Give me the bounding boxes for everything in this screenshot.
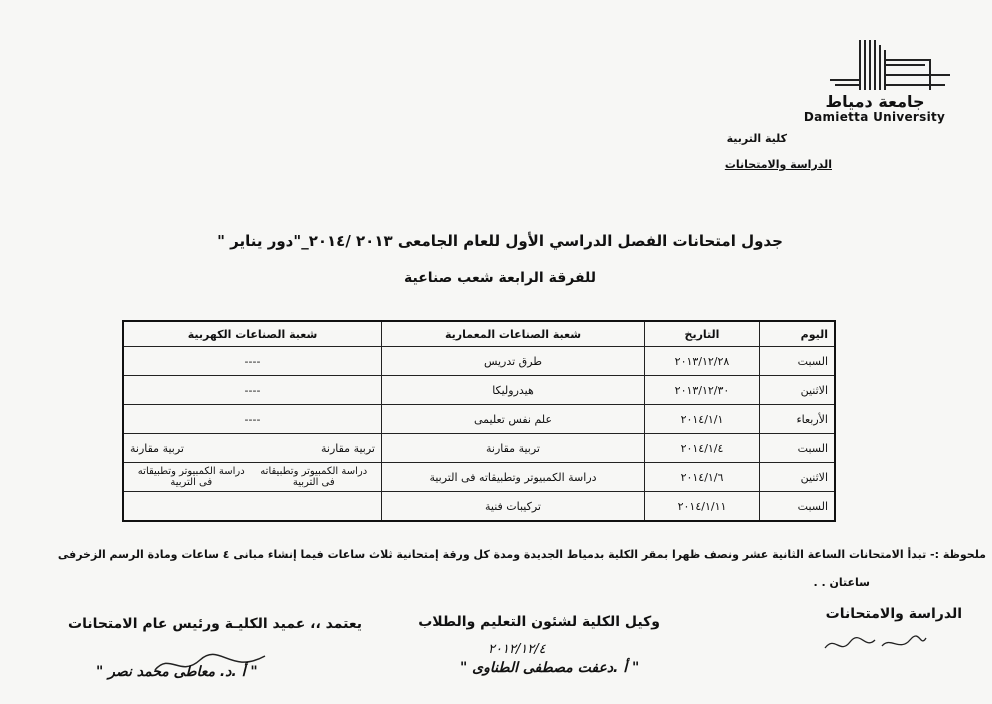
cell-day: السبت [760,434,836,463]
cell-elec-left: دراسة الكمبيوتر وتطبيقاته فى التربية [137,466,245,488]
logo-arabic-name: جامعة دمياط [825,92,925,111]
cell-arch: طرق تدريس [382,347,645,376]
cell-date: ٢٠١٣/١٢/٢٨ [645,347,760,376]
table-row [123,347,835,376]
note-line: ملحوظة :- تبدأ الامتحانات الساعة الثانية عشر ونصف ظهرا بمقر الكلية بدمياط الجديدة ومدة كل ورقة إمتحانية ثلاث ساعات فيما إنشاء مبانى ٤ ساعات ومادة الرسم الزخرفى [57,548,986,561]
header-elec: شعبة الصناعات الكهربية [123,321,382,347]
table-row [123,405,835,434]
page-subtitle: للفرقة الرابعة شعب صناعية [403,270,596,286]
table-row [123,376,835,405]
cell-elec: ---- [123,376,382,405]
cell-date: ٢٠١٣/١٢/٣٠ [645,376,760,405]
cell-elec: ---- [123,405,382,434]
header-date: التاريخ [645,321,760,347]
cell-arch: تربية مقارنة [382,434,645,463]
signature-date: ٢٠١٢/١٢/٤ [488,642,546,657]
cell-elec [123,434,382,463]
cell-day: الأربعاء [760,405,836,434]
cell-arch: علم نفس تعليمى [382,405,645,434]
exam-schedule-table [122,320,836,522]
cell-elec [123,463,382,492]
cell-date: ٢٠١٤/١/١١ [645,492,760,522]
cell-elec-right: تربية مقارنة [321,441,375,455]
cell-elec-right: دراسة الكمبيوتر وتطبيقاته فى التربية [260,466,368,488]
signature-dean-name: " أ .د. معاطى محمد نصر " [96,664,258,680]
department-name: الدراسة والامتحانات [724,158,832,171]
cell-arch: دراسة الكمبيوتر وتطبيقاته فى التربية [382,463,645,492]
note-line-continued: ساعتان . . [813,576,870,589]
table-row [123,463,835,492]
table-row [123,434,835,463]
signature-dean-title: يعتمد ،، عميد الكليـة ورئيس عام الامتحانات [68,616,363,632]
header-arch: شعبة الصناعات المعمارية [382,321,645,347]
cell-day: الاثنين [760,463,836,492]
signature-department-title: الدراسة والامتحانات [825,606,962,622]
signature-vice-dean-title: وكيل الكلية لشئون التعليم والطلاب [418,614,660,630]
signature-scribble-icon [820,630,930,656]
cell-day: السبت [760,347,836,376]
faculty-name: كلية التربية [726,132,787,145]
cell-day: الاثنين [760,376,836,405]
cell-elec [123,492,382,522]
cell-arch: هيدروليكا [382,376,645,405]
table-header-row [123,321,835,347]
cell-date: ٢٠١٤/١/٦ [645,463,760,492]
cell-day: السبت [760,492,836,522]
page-title: جدول امتحانات الفصل الدراسي الأول للعام الجامعى ٢٠١٣ /٢٠١٤_"دور يناير " [217,232,783,250]
header-day: اليوم [760,321,836,347]
table-row [123,492,835,522]
cell-arch: تركيبات فنية [382,492,645,522]
cell-elec-left: تربية مقارنة [130,441,184,455]
cell-elec: ---- [123,347,382,376]
logo-english-name: Damietta University [803,110,946,124]
cell-date: ٢٠١٤/١/١ [645,405,760,434]
signature-vice-dean-name: " أ .دعفت مصطفى الطناوى " [460,660,640,676]
cell-date: ٢٠١٤/١/٤ [645,434,760,463]
